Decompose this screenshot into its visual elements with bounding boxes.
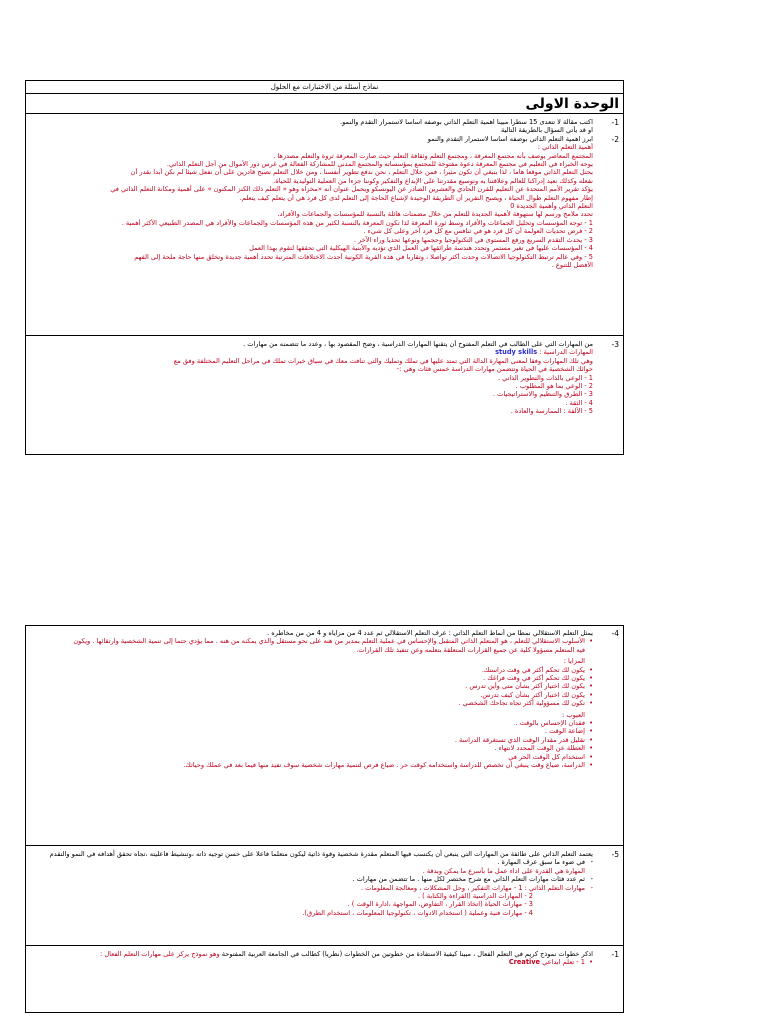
questions-table-1 — [25, 80, 624, 455]
questions-table-2 — [25, 625, 624, 1013]
answer-line: نفعله وكذلك نعيد إدراكنا للعالم وعلاقتنا به وتوسيع مقدرتنا على الإبداع والتفكير وكوننا جزءا من العملية التوليدية للحياة. — [273, 176, 593, 185]
question-4-definition — [30, 637, 593, 654]
answer-line: يؤكد تقرير الأمم المتحدة عن التعليم للقرن الحادي والعشرين الصادر عن اليونسكو ويحمل عنوان أنه «مخزاه وهو « التعلم ذلك الكنز المكنون » على أهمية ومكانة التعلم الذاتي في — [110, 185, 593, 194]
study-skills-label: المهارات الدراسية : — [539, 348, 593, 357]
answer-line: المجتمع المعاصر يوصف بأنه مجتمع المعرفة ، ومجتمع التعلم وثقافة التعلم حيث صارت المعرفة ثروة والتعلم مصدرها . — [273, 151, 593, 160]
pros-list — [30, 666, 593, 708]
answer-line: إطار مفهوم التعلم طوال الحياة ، ويصبح التقرير أن الطريقة الوحيدة لإشباع الحاجة إلى التعلم لدى كل فرد هي أن يتعلم كيف يتعلم. — [239, 193, 593, 202]
question-5-answer — [30, 884, 593, 918]
list-item: • العطلة عن الوقت المحدد لانتهاء . — [30, 744, 593, 752]
question-number-3: 3- — [611, 340, 619, 349]
question-6-row — [26, 946, 623, 1012]
question-5-row — [26, 846, 623, 946]
question-3-row — [26, 336, 623, 456]
unit-title: الوحدة الاولى — [525, 96, 619, 112]
question-1-text: اكتب مقالة لا تتعدى 15 سطرا مبينا اهمية التعلم الذاتي بوصفه اساسا لاستمرار التقدم والنمو. — [340, 118, 593, 126]
answer-line: 3 - يحدث التقدم السريع ورفع المستوى في التكنولوجيا وحجمها ونوعها تحديا وراء الآخر . — [353, 235, 593, 244]
question-number-2: 2- — [611, 135, 619, 144]
question-4-text: يمثل التعلم الاستقلالي نمطا من أنماط التعلم الذاتي : عرف التعلم الاستقلالي ثم عدد 4 من مزاياه و 4 من من مخاطره . — [267, 629, 593, 637]
question-number-5: 5- — [611, 850, 619, 859]
question-1-alt: او قد يأتي السؤال بالطريقة التالية — [500, 126, 593, 135]
answer-line: التعلم الذاتي وأهمية الجديدة 0 — [510, 202, 593, 211]
answer-line: 1 - الوعي بالذات والتطوير الذاتي . — [497, 373, 593, 382]
answer-line: 2 - المهارات الدراسية (القراءة والكتابة ) . — [417, 892, 533, 901]
question-6-content — [30, 950, 593, 967]
question-5-sub1-answer: المهارة هي القدرة على اداء عمل ما بأسرع ما يمكن وبدقة . — [422, 866, 585, 875]
answer-line: أهمية التعلم الذاتي : — [537, 143, 593, 152]
list-item: • تكون لك مسؤولية أكثر تجاه نجاحك الشخصي . — [30, 699, 593, 707]
list-item: • يكون لك تحكم أكثر في وقت دراستك. — [30, 666, 593, 674]
question-number-4: 4- — [611, 629, 619, 638]
cons-list — [30, 719, 593, 769]
answer-line: 4 - الثقة . — [565, 398, 593, 407]
answer-line: 3 - الطرق والتنظيم والاستراتيجيات . — [492, 390, 593, 399]
list-item: • استخدام كل الوقت الحر في — [30, 753, 593, 761]
question-3-answer — [30, 357, 593, 416]
answer-line: 2 - الوعي بما هو المطلوب . — [515, 382, 593, 391]
list-item: • إضاعة الوقت . — [30, 727, 593, 735]
table-title: نماذج أسئلة من الاختبارات مع الحلول — [270, 83, 379, 91]
definition-line: فيه المتعلم مسؤولا كلية عن جميع القرارات المتعلقة بتعلمه وعن تنفيذ تلك القرارات. — [356, 645, 585, 654]
question-2-text: ابرز اهمية التعلم الذاتي بوصفه اساسا لاستمرار التقدم والنمو — [427, 134, 593, 143]
question-2-answer — [30, 143, 593, 269]
answer-line: وهي تلك المهارات وفقا لمعنى المهارة الدالة التي تمتد عليها في تملك وتمليك والتي تنافت معك في سياق خبرات تملك في مراحل التعليم المختلفة وفق مع — [173, 356, 593, 365]
questions-1-2-content — [30, 118, 593, 269]
list-item: • يكون لك تحكم أكثر في وقت فراغك . — [30, 674, 593, 682]
question-5-text: يعتمد التعلم الذاتي على طائفة من المهارات التي ينبغي أن يكتسب فيها المتعلم مقدرة شخصية وقوة ذاتية ليكون متعلما فاعلا على حسن توجيه ذاته ،وتنشيط فاعليته ،تجاه تحقق أهدافه في النمو والتقدم — [49, 850, 593, 858]
list-item: • يكون لك اختيار أكثر بشأن كيف تدرس. — [30, 691, 593, 699]
cons-label: العيوب : — [562, 710, 585, 719]
answer-line: - مهارات التعلم الذاتي : 1 - مهارات التفكير ، وحل المشكلات ، ومعالجة المعلومات . — [30, 884, 593, 892]
question-4-row — [26, 626, 623, 846]
answer-line: حوائك الشخصية في الحياة وتتضمن مهارات الدراسة خمس فئات وهي :- — [396, 365, 593, 374]
question-5-sub2: - ثم عدد فئات مهارات التعلم الذاتي مع شرح مختصر لكل منها . ما تتضمن من مهارات . — [30, 875, 593, 883]
question-number-1: 1- — [611, 118, 619, 127]
answer-line: يوجه الخبراء في التعليم في مجتمع المعرفة دعوة مفتوحة للمجتمع بمؤسساته والمجتمع المدني للمشاركة الفعالة في غرس دور الأموال من أجل التعلم الذاتي. — [166, 160, 593, 169]
question-4-content — [30, 629, 593, 770]
list-item: • فقدان الإحساس بالوقت . — [30, 719, 593, 727]
question-5-sub1: - في ضوء ما سبق عرف المهارة . — [30, 858, 593, 866]
answer-line: تحدد ملامح ورسم لها ستهوفة لأهمية الجديدة للتعلم من خلال مضمنات هائلة بالنسبة للمؤسسات والجماعات والأفراد. — [277, 210, 593, 219]
answer-line: يحتل التعلم الذاتي موقعا هاما ، لذا ينبغي أن تكون مثيرا ، فمن خلال التعلم ، نحن ندفع تطوير أنفسنا ، ومن خلال التعلم نصبح قادرين على أن نفعل شيئا لم نكن أبدا نقدر أن — [130, 168, 593, 177]
unit-header-row — [26, 94, 623, 114]
study-skills-label-line — [30, 348, 593, 356]
answer-line: الأفضل للتنوع . — [551, 260, 593, 269]
questions-1-2-row — [26, 114, 623, 336]
answer-line: 4 - المؤسسات عليها في تغير مستمر وتحدد هندسة طرائقها في العمل الذي تؤديه والأبنية الهيكلية التي تحققها لتقوم بهذا العمل — [249, 244, 593, 253]
item-prefix: 1 - تعلم ابداعي — [542, 958, 585, 967]
answer-line: 3 - مهارات الحياة (اتخاذ القرار ، التفاوض، المواجهة ،ادارة الوقت ) . — [347, 900, 533, 909]
study-skills-term: study skills — [495, 348, 538, 357]
question-6-text-highlight: وهو نموذج يركز على مهارات التعلم الفعال : — [100, 950, 220, 958]
list-item: • الدراسة، ضياع وقت ينبغي أن تخصص للدراسة واستخدامه كوقت حر . ضياع فرص لتنمية مهارات شخصية سوف تفيد منها فيما بعد في عملك وحياتك. — [30, 761, 593, 769]
question-5-content — [30, 850, 593, 917]
question-6-text: اذكر خطوات نموذج كريم في التعلم الفعال ، مبينا كيفية الاستفادة من خطوتين من الخطوات (نظريا) كطالب في الجامعة العربية المفتوحة — [221, 950, 593, 958]
list-item: • تقليل قدر مقدار الوقت الذي تستغرقه الدراسة . — [30, 736, 593, 744]
question-6-text-block — [30, 950, 593, 958]
question-6-item — [30, 958, 593, 966]
table-title-row — [26, 81, 623, 94]
answer-line: 1 - توجه المؤسسات وتحليل الجماعات والأفراد وسط ثورة المعرفة لذا تكون المعرفة بالنسبة لكثير من هذه المؤسسات والجماعات والأفراد هي المصدر الطبيعي الأكثر أهمية . — [121, 218, 593, 227]
question-3-text: من المهارات التي على الطالب في التعلم المفتوح أن يتقنها المهارات الدراسية ، وضح المقصود بها ، وعدد ما تتضمنه من مهارات . — [243, 340, 593, 348]
question-3-content — [30, 340, 593, 416]
definition-line: • الأسلوب الاستقلالي للتعلم ، هو المتعلم الذاتي المتقبل والإحساس في عملية التعلم بمدير من هنه على نحو مستقل والذي يمكنه من هنه . مما يؤدي حتما إلى تنمية الشخصية وارتقائها . ويكون — [30, 637, 593, 645]
question-number-6: 1- — [611, 950, 619, 959]
answer-line: 5 - وفي عالم ترتبط التكنولوجيا الاتصالات وحدت أكثر تواصلا ، وتقاربا في هذه القرية الكونية أحدث الاختلافات المترتبة تحدد أهمية جديدة وتخلق منها حاجة ملحة إلى الفهم — [134, 252, 593, 261]
pros-label: المزايا : — [563, 657, 585, 666]
answer-line: 2 - فرض تحديات العولمة أن كل فرد هو في تنافس مع كل فرد آخر وعلى كل شيء . — [363, 227, 593, 236]
item-term: Creative — [508, 958, 541, 967]
answer-line: 5 - الألفة : الممارسة والعادة . — [510, 407, 593, 416]
answer-line: 4 - مهارات فنية وعملية ( استخدام الادوات ، تكنولوجيا المعلومات ، استخدام الطرق). — [302, 908, 533, 917]
list-item: • يكون لك اختيار أكثر بشأن متى وأين تدرس . — [30, 682, 593, 690]
